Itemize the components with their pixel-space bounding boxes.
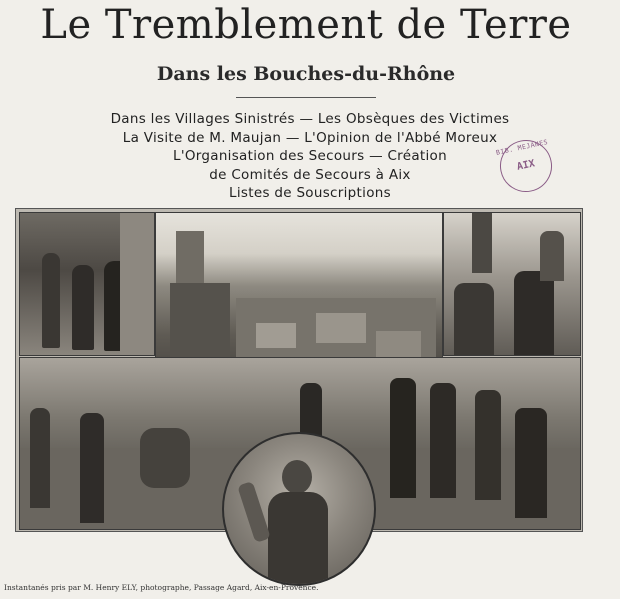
page-title: Le Tremblement de Terre xyxy=(40,2,572,48)
photo-village-view xyxy=(155,212,443,376)
summary-line: de Comités de Secours à Aix xyxy=(209,166,411,183)
photo-portrait-circle xyxy=(222,432,376,586)
page-subtitle: Dans les Bouches-du-Rhône xyxy=(156,63,456,85)
summary-line: Listes de Souscriptions xyxy=(229,185,391,201)
photo-villagers xyxy=(19,212,155,356)
photo-officials xyxy=(443,212,581,356)
title-rule xyxy=(236,97,376,98)
photo-caption: Instantanés pris par M. Henry ELY, photographe, Passage Agard, Aix-en-Provence. xyxy=(4,583,319,592)
summary-line: La Visite de M. Maujan — L'Opinion de l'Abbé Moreux xyxy=(122,129,498,146)
summary-line: L'Organisation des Secours — Création xyxy=(173,148,447,164)
summary-line: Dans les Villages Sinistrés — Les Obsèques des Victimes xyxy=(110,111,510,127)
stamp-center-text: AIX xyxy=(515,158,536,173)
stamp-ring-text: BIB. MEJANES xyxy=(495,137,549,157)
